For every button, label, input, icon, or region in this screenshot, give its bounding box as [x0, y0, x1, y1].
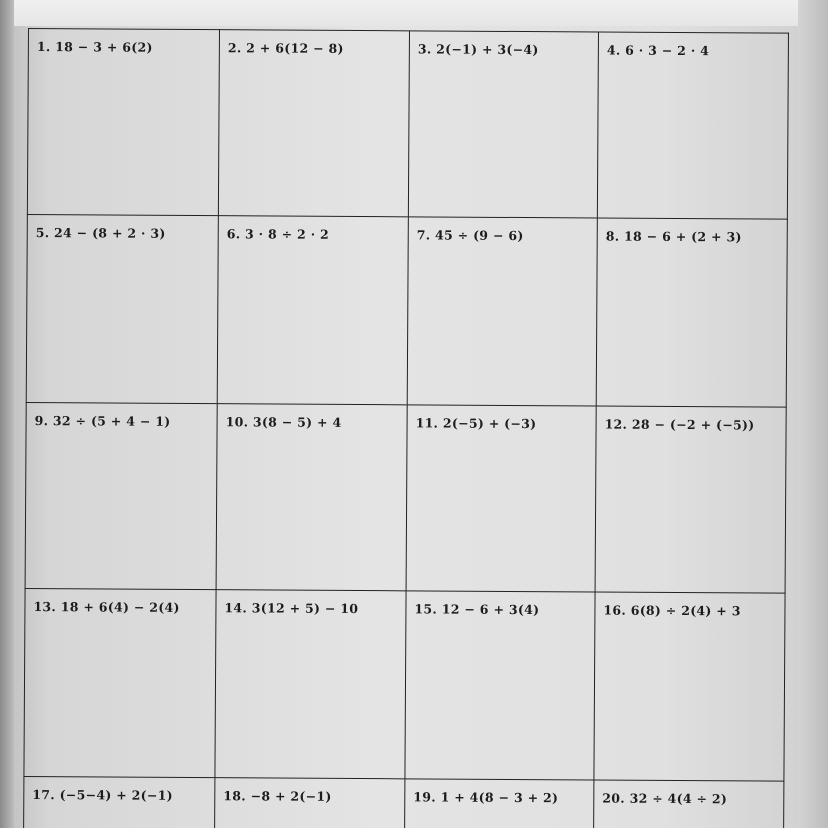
problem-cell-10 — [216, 403, 407, 590]
problem-cell-13 — [23, 588, 215, 777]
problem-13-text: 13. 18 + 6(4) − 2(4) — [33, 599, 180, 615]
problem-19-text: 19. 1 + 4(8 − 3 + 2) — [413, 789, 559, 806]
problem-2-text: 2. 2 + 6(12 − 8) — [227, 40, 344, 56]
problem-cell-8 — [596, 217, 788, 406]
problem-cell-6 — [217, 215, 408, 404]
problem-9-text: 9. 32 ÷ (5 + 4 − 1) — [34, 413, 171, 429]
problem-cell-18 — [214, 777, 404, 828]
problem-cell-14 — [214, 589, 405, 778]
problem-cell-4 — [597, 31, 789, 218]
problem-4-text: 4. 6 · 3 − 2 · 4 — [606, 42, 710, 59]
problem-cell-3 — [408, 30, 598, 217]
problem-20-text: 20. 32 ÷ 4(4 ÷ 2) — [602, 790, 728, 807]
problem-11-text: 11. 2(−5) + (−3) — [415, 415, 537, 432]
grid-row-2 — [26, 214, 791, 407]
problem-cell-15 — [404, 590, 594, 779]
paper-top-margin — [0, 0, 828, 26]
problem-cell-5 — [26, 214, 218, 403]
problem-12-text: 12. 28 − (−2 + (−5)) — [604, 416, 755, 433]
problem-1-text: 1. 18 − 3 + 6(2) — [36, 39, 153, 55]
grid-row-3 — [25, 402, 790, 593]
grid-row-4 — [23, 588, 788, 781]
problem-5-text: 5. 24 − (8 + 2 · 3) — [35, 225, 166, 241]
problem-cell-17 — [23, 776, 214, 828]
problem-grid — [23, 28, 792, 828]
problem-cell-19 — [404, 778, 593, 828]
problem-cell-9 — [25, 402, 217, 589]
problem-18-text: 18. −8 + 2(−1) — [223, 788, 332, 804]
problem-cell-20 — [593, 779, 784, 828]
problem-8-text: 8. 18 − 6 + (2 + 3) — [605, 228, 742, 245]
problem-10-text: 10. 3(8 − 5) + 4 — [225, 414, 342, 430]
problem-7-text: 7. 45 ÷ (9 − 6) — [416, 227, 524, 244]
photo-left-shadow — [0, 0, 14, 828]
problem-14-text: 14. 3(12 + 5) − 10 — [224, 600, 359, 617]
photo-right-shadow — [798, 0, 828, 828]
grid-row-5 — [23, 776, 787, 828]
problem-cell-1 — [27, 28, 219, 215]
problem-6-text: 6. 3 · 8 ÷ 2 · 2 — [226, 226, 330, 242]
problem-cell-7 — [407, 216, 597, 405]
problem-cell-12 — [595, 405, 787, 592]
grid-row-1 — [27, 28, 792, 219]
problem-cell-2 — [218, 29, 409, 216]
problem-15-text: 15. 12 − 6 + 3(4) — [414, 601, 540, 618]
problem-3-text: 3. 2(−1) + 3(−4) — [417, 41, 539, 58]
problem-cell-16 — [593, 591, 785, 780]
problem-17-text: 17. (−5−4) + 2(−1) — [32, 787, 173, 803]
problem-cell-11 — [406, 404, 596, 591]
problem-16-text: 16. 6(8) ÷ 2(4) + 3 — [603, 602, 741, 619]
